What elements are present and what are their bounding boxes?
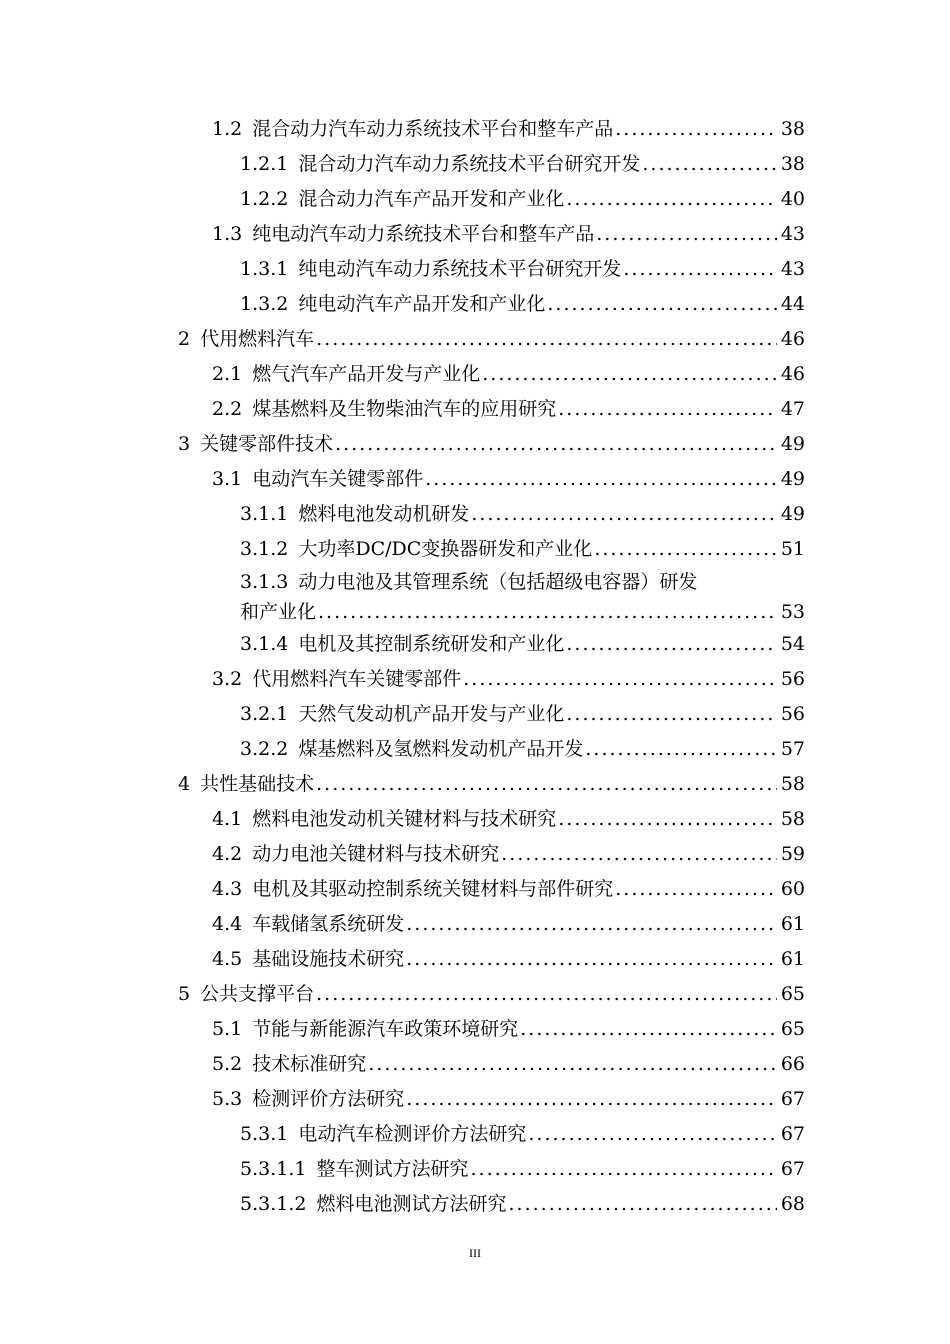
toc-entry-page-number: 46: [780, 363, 805, 385]
toc-entry[interactable]: [0, 662, 950, 697]
toc-entry-line: [240, 1117, 805, 1152]
toc-entry-page-number: 54: [780, 633, 805, 655]
toc-leader-dots: [314, 767, 777, 802]
toc-entry-page-number: 58: [780, 808, 805, 830]
toc-entry-number: 4.1: [212, 808, 243, 830]
toc-entry[interactable]: [0, 357, 950, 392]
toc-entry[interactable]: [0, 112, 950, 147]
toc-entry-title: 燃料电池发动机关键材料与技术研究: [252, 808, 557, 830]
toc-entry-number: 2: [178, 328, 191, 350]
toc-entry-page-number: 38: [780, 153, 805, 175]
toc-entry-page-number: 43: [780, 258, 805, 280]
toc-entry[interactable]: [0, 427, 950, 462]
toc-entry-number: 3.1.2: [240, 538, 289, 560]
toc-entry-line: [212, 802, 805, 837]
toc-entry-page-number: 67: [780, 1158, 805, 1180]
toc-entry-line-2: [240, 597, 805, 627]
toc-entry-line: [212, 1047, 805, 1082]
toc-entry-number: 5.3.1.2: [240, 1193, 307, 1215]
toc-entry-line: [240, 182, 805, 217]
toc-entry-title: 动力电池及其管理系统（包括超级电容器）研发: [298, 571, 698, 593]
toc-entry-page-number: 40: [780, 188, 805, 210]
toc-entry-line: [240, 1152, 805, 1187]
toc-entry-title: 电动汽车关键零部件: [252, 468, 424, 490]
toc-entry-page-number: 67: [780, 1123, 805, 1145]
toc-leader-dots: [499, 837, 777, 872]
toc-entry-line: [178, 322, 805, 357]
toc-entry-line: [240, 697, 805, 732]
toc-entry-number: 5.2: [212, 1053, 243, 1075]
toc-entry-number: 2.2: [212, 398, 243, 420]
toc-entry-page-number: 65: [780, 1018, 805, 1040]
toc-entry-title: 大功率DC/DC变换器研发和产业化: [298, 538, 593, 560]
toc-leader-dots: [556, 802, 777, 837]
toc-leader-dots: [564, 627, 776, 662]
toc-entry-number: 5.3.1.1: [240, 1158, 307, 1180]
toc-entry-line-1: [240, 567, 805, 597]
toc-entry-page-number: 56: [780, 668, 805, 690]
toc-entry-line: [178, 977, 805, 1012]
toc-entry-number: 1.3.2: [240, 293, 289, 315]
toc-entry-title: 纯电动汽车动力系统技术平台研究开发: [298, 258, 622, 280]
toc-leader-dots: [480, 357, 777, 392]
toc-leader-dots: [564, 697, 776, 732]
toc-entry-title: 公共支撑平台: [200, 983, 315, 1005]
toc-entry-number: 5.3: [212, 1088, 243, 1110]
toc-entry-number: 5.1: [212, 1018, 243, 1040]
toc-entry[interactable]: [0, 627, 950, 662]
toc-entry[interactable]: [0, 182, 950, 217]
toc-entry[interactable]: [0, 977, 950, 1012]
toc-leader-dots: [404, 907, 777, 942]
toc-leader-dots: [469, 497, 776, 532]
toc-entry-number: 3.2.1: [240, 703, 289, 725]
toc-leader-dots: [545, 287, 776, 322]
toc-entry-number: 4.3: [212, 878, 243, 900]
toc-entry[interactable]: [0, 767, 950, 802]
toc-entry-line: [212, 217, 805, 252]
toc-leader-dots: [404, 942, 777, 977]
toc-leader-dots: [507, 1187, 777, 1222]
toc-entry-title: 代用燃料汽车: [200, 328, 315, 350]
toc-entry-title: 混合动力汽车动力系统技术平台研究开发: [298, 153, 641, 175]
toc-entry-line: [178, 767, 805, 802]
toc-entry-page-number: 56: [780, 703, 805, 725]
toc-entry-page-number: 60: [780, 878, 805, 900]
toc-leader-dots: [461, 662, 777, 697]
toc-entry-page-number: 49: [780, 503, 805, 525]
toc-entry-title: 关键零部件技术: [200, 433, 334, 455]
toc-entry-number: 4.4: [212, 913, 243, 935]
toc-entry[interactable]: [0, 287, 950, 322]
toc-entry-line: [212, 1012, 805, 1047]
toc-entry-title: 动力电池关键材料与技术研究: [252, 843, 500, 865]
toc-leader-dots: [314, 322, 777, 357]
toc-entry-title: 整车测试方法研究: [316, 1158, 469, 1180]
page-number-footer: III: [469, 1246, 481, 1260]
toc-entry-line: [212, 462, 805, 497]
toc-entry-number: 2.1: [212, 363, 243, 385]
toc-entry-title: 混合动力汽车动力系统技术平台和整车产品: [252, 118, 614, 140]
toc-entry[interactable]: [0, 1152, 950, 1187]
toc-entry-line: [240, 1187, 805, 1222]
toc-entry[interactable]: [0, 732, 950, 767]
toc-entry-page-number: 61: [780, 948, 805, 970]
toc-entry-number: 3.1: [212, 468, 243, 490]
toc-entry[interactable]: [0, 532, 950, 567]
toc-entry-title: 纯电动汽车动力系统技术平台和整车产品: [252, 223, 595, 245]
toc-entry-title: 代用燃料汽车关键零部件: [252, 668, 462, 690]
toc-entry-line: [212, 942, 805, 977]
toc-entry-title: 混合动力汽车产品开发和产业化: [298, 188, 565, 210]
toc-entry-title: 燃料电池测试方法研究: [316, 1193, 507, 1215]
toc-entry-line: [212, 837, 805, 872]
toc-entry[interactable]: [0, 1047, 950, 1082]
toc-entry-page-number: 67: [780, 1088, 805, 1110]
toc-entry-number: 3.2: [212, 668, 243, 690]
toc-leader-dots: [594, 217, 777, 252]
toc-leader-dots: [333, 427, 777, 462]
toc-entry[interactable]: [0, 837, 950, 872]
toc-entry-line: [212, 392, 805, 427]
toc-entry-line: [240, 627, 805, 662]
toc-entry[interactable]: [0, 1187, 950, 1222]
toc-entry-line: [240, 252, 805, 287]
toc-entry-line: [212, 112, 805, 147]
toc-entry[interactable]: [0, 497, 950, 532]
toc-entry-title: 天然气发动机产品开发与产业化: [298, 703, 565, 725]
toc-entry-page-number: 43: [780, 223, 805, 245]
toc-entry-line: [240, 497, 805, 532]
toc-leader-dots: [423, 462, 777, 497]
toc-entry-title: 技术标准研究: [252, 1053, 367, 1075]
toc-entry[interactable]: [0, 462, 950, 497]
toc-leader-dots: [583, 732, 776, 767]
toc-leader-dots: [469, 1152, 777, 1187]
toc-entry-page-number: 49: [780, 433, 805, 455]
toc-entry-line: [178, 427, 805, 462]
toc-entry-line: [240, 732, 805, 767]
toc-leader-dots: [314, 977, 777, 1012]
toc-entry-line: [212, 872, 805, 907]
toc-entry-page-number: 44: [780, 293, 805, 315]
toc-entry-number: 1.2: [212, 118, 243, 140]
toc-entry[interactable]: [0, 1012, 950, 1047]
toc-entry[interactable]: [0, 907, 950, 942]
toc-entry-title: 共性基础技术: [200, 773, 315, 795]
table-of-contents: [0, 112, 950, 1222]
toc-entry-title: 煤基燃料及氢燃料发动机产品开发: [298, 738, 584, 760]
toc-entry-number: 5: [178, 983, 191, 1005]
toc-leader-dots: [621, 252, 776, 287]
toc-entry-title: 基础设施技术研究: [252, 948, 405, 970]
toc-entry-page-number: 65: [780, 983, 805, 1005]
toc-entry[interactable]: [0, 147, 950, 182]
toc-entry-title: 电动汽车检测评价方法研究: [298, 1123, 527, 1145]
toc-entry-page-number: 59: [780, 843, 805, 865]
toc-entry-page-number: 51: [780, 538, 805, 560]
toc-entry-page-number: 61: [780, 913, 805, 935]
toc-entry-page-number: 53: [780, 601, 805, 623]
toc-entry-page-number: 49: [780, 468, 805, 490]
toc-entry-title: 车载储氢系统研发: [252, 913, 405, 935]
toc-leader-dots: [613, 112, 777, 147]
toc-entry-line: [240, 287, 805, 322]
toc-entry-title: 检测评价方法研究: [252, 1088, 405, 1110]
toc-entry[interactable]: [0, 1082, 950, 1117]
toc-leader-dots: [556, 392, 777, 427]
toc-entry[interactable]: [0, 697, 950, 732]
toc-leader-dots: [592, 532, 777, 567]
toc-entry[interactable]: [0, 322, 950, 357]
toc-entry-page-number: 38: [780, 118, 805, 140]
toc-leader-dots: [316, 597, 777, 627]
toc-entry-number: 1.3: [212, 223, 243, 245]
toc-entry-number: 4.2: [212, 843, 243, 865]
toc-entry-page-number: 46: [780, 328, 805, 350]
toc-entry-line: [240, 532, 805, 567]
toc-entry-page-number: 58: [780, 773, 805, 795]
toc-entry-title-continued: 和产业化: [240, 601, 317, 623]
toc-entry[interactable]: [0, 252, 950, 287]
toc-entry-title: 燃气汽车产品开发与产业化: [252, 363, 481, 385]
toc-entry-page-number: 68: [780, 1193, 805, 1215]
toc-entry-line: [212, 907, 805, 942]
toc-entry-number: 3.1.3: [240, 571, 289, 593]
toc-entry[interactable]: [0, 567, 950, 627]
toc-entry-line: [240, 147, 805, 182]
toc-leader-dots: [640, 147, 776, 182]
toc-entry-number: 1.3.1: [240, 258, 289, 280]
toc-leader-dots: [404, 1082, 777, 1117]
toc-entry-title: 煤基燃料及生物柴油汽车的应用研究: [252, 398, 557, 420]
toc-entry-line: [212, 357, 805, 392]
toc-leader-dots: [613, 872, 777, 907]
toc-entry-number: 1.2.1: [240, 153, 289, 175]
toc-entry-title: 节能与新能源汽车政策环境研究: [252, 1018, 519, 1040]
toc-entry[interactable]: [0, 872, 950, 907]
toc-leader-dots: [564, 182, 776, 217]
toc-entry-number: 1.2.2: [240, 188, 289, 210]
toc-entry-number: 4.5: [212, 948, 243, 970]
toc-entry-number: 3.1.4: [240, 633, 289, 655]
toc-leader-dots: [526, 1117, 776, 1152]
toc-entry[interactable]: [0, 1117, 950, 1152]
toc-entry-line: [212, 1082, 805, 1117]
toc-entry-number: 3.2.2: [240, 738, 289, 760]
toc-entry-title: 电机及其驱动控制系统关键材料与部件研究: [252, 878, 614, 900]
toc-leader-dots: [518, 1012, 777, 1047]
toc-entry-number: 4: [178, 773, 191, 795]
toc-entry[interactable]: [0, 217, 950, 252]
toc-entry-title: 燃料电池发动机研发: [298, 503, 470, 525]
toc-entry-line: [212, 662, 805, 697]
toc-entry-number: 3: [178, 433, 191, 455]
toc-entry[interactable]: [0, 392, 950, 427]
toc-entry-page-number: 47: [780, 398, 805, 420]
toc-entry-page-number: 66: [780, 1053, 805, 1075]
toc-entry-number: 3.1.1: [240, 503, 289, 525]
toc-entry-number: 5.3.1: [240, 1123, 289, 1145]
toc-entry-title: 纯电动汽车产品开发和产业化: [298, 293, 546, 315]
toc-entry[interactable]: [0, 802, 950, 837]
toc-entry-page-number: 57: [780, 738, 805, 760]
toc-entry-title: 电机及其控制系统研发和产业化: [298, 633, 565, 655]
toc-leader-dots: [366, 1047, 777, 1082]
toc-entry[interactable]: [0, 942, 950, 977]
